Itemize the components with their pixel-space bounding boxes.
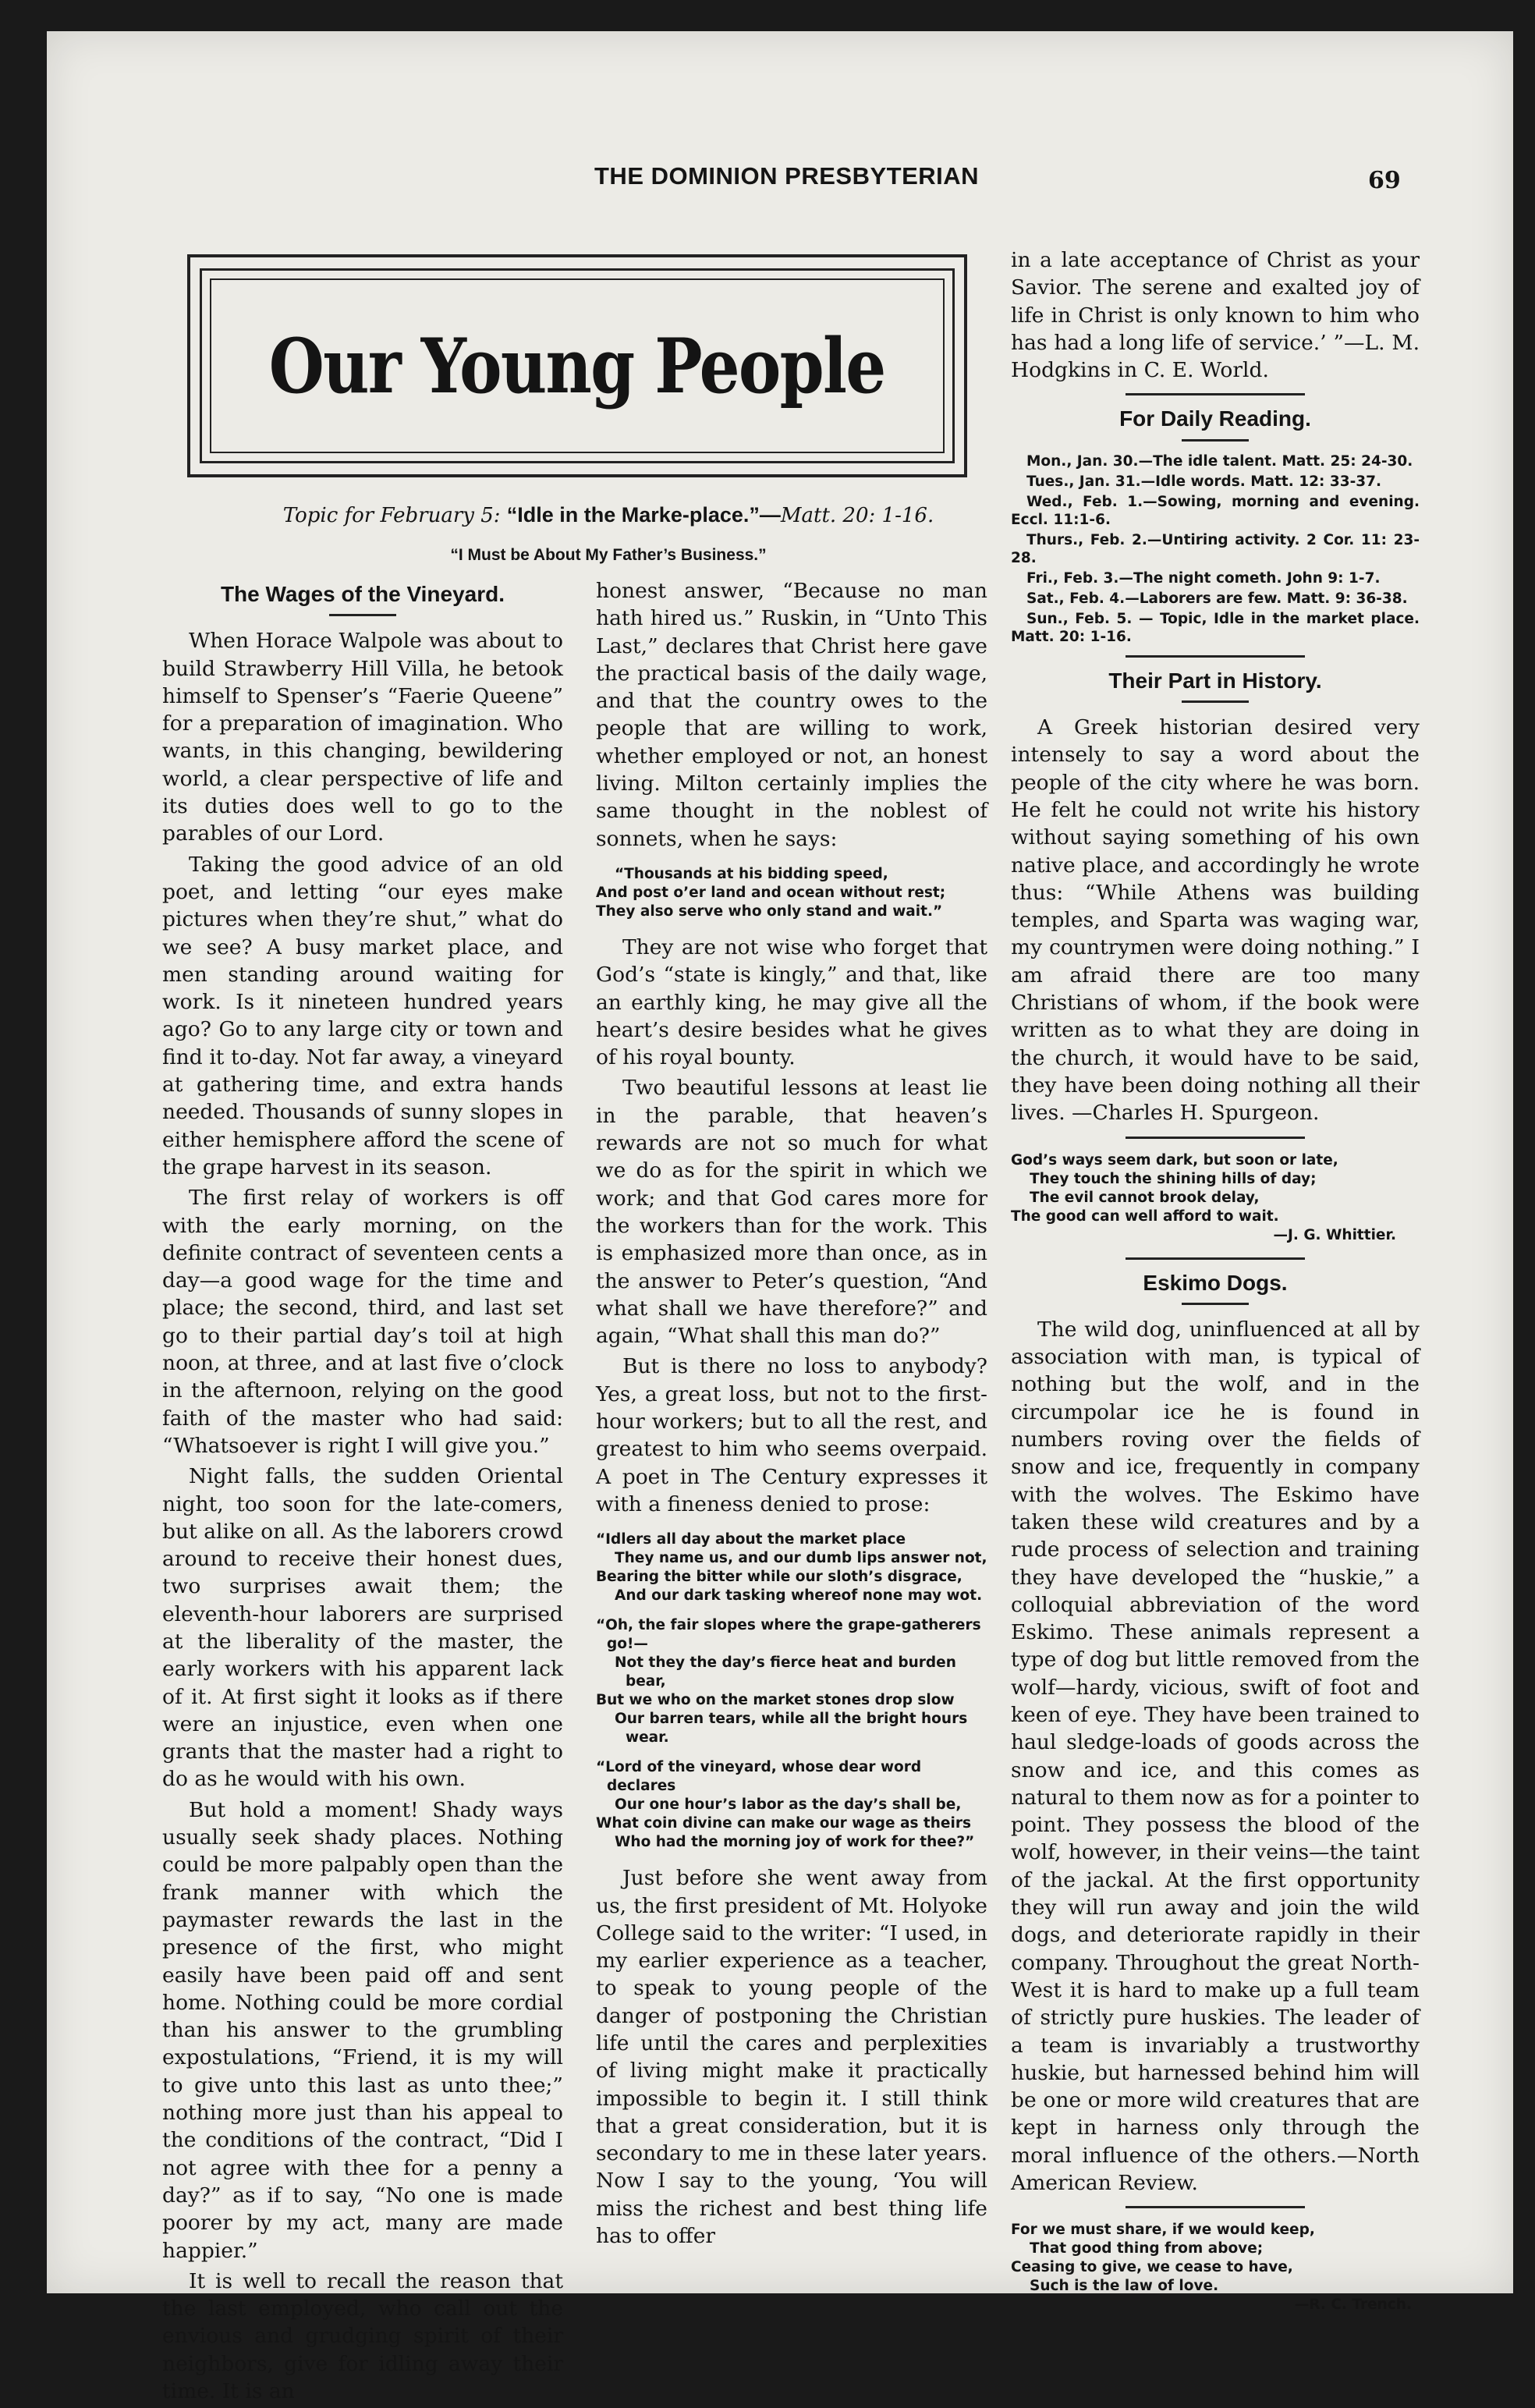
poem-line: Bearing the bitter while our sloth’s disgrace, xyxy=(596,1569,962,1586)
poem-line: What coin divine can make our wage as theirs xyxy=(596,1815,971,1832)
poem-line: And post o’er land and ocean without rest; xyxy=(596,884,946,901)
topic-line xyxy=(234,503,983,527)
paragraph: Just before she went away from us, the first president of Mt. Holyoke College said to the writer: “I used, in my earlier experience as a teacher, to speak to young people of the danger of postponing the Christian life until the cares and perplexities of living might make it practically impossible to begin it. I still think that a great consideration, but it is secondary to me in these later years. Now I say to the young, ‘You will miss the richest and best thing life has to offer xyxy=(596,1866,987,2249)
section-rule xyxy=(1126,393,1305,395)
column-2 xyxy=(596,577,987,2253)
paragraph: Two beautiful lessons at least lie in the parable, that heaven’s rewards are not so much for what we do as for the spirit in which we work; and that God cares more for the workers than for the work. This is emphasized more than once, as in the answer to Peter’s question, “And what shall we have therefore?” and again, “What shall this man do?” xyxy=(596,1076,987,1349)
reading-item: Thurs., Feb. 2.—Untiring activity. 2 Cor. 11: 23-28. xyxy=(1011,531,1420,566)
poem-line: And our dark tasking whereof none may wot. xyxy=(615,1587,983,1605)
poem-stanza xyxy=(596,1616,987,1747)
poem-line: “Thousands at his bidding speed, xyxy=(615,865,888,882)
poem-stanza xyxy=(596,1530,987,1605)
paragraph: The first relay of workers is off with the early morning, on the definite contract of seventeen cents a day—a good wage for the time and place; the second, third, and last set go to their partial day’s toil at high noon, at three, and at last five o’clock in the afternoon, relying on the good faith of the master who had said: “Whatsoever is right I will give you.” xyxy=(162,1186,563,1458)
poem-line: Not they the day’s fierce heat and burden bear, xyxy=(615,1654,956,1690)
banner-frame xyxy=(200,268,955,463)
poem-line: The good can well afford to wait. xyxy=(1011,1208,1279,1225)
poem-line: Our one hour’s labor as the day’s shall be, xyxy=(615,1796,962,1814)
reading-item: Tues., Jan. 31.—Idle words. Matt. 12: 33-37. xyxy=(1026,473,1382,490)
poem-line: They name us, and our dumb lips answer not, xyxy=(615,1550,987,1567)
paragraph: Night falls, the sudden Oriental night, too soon for the late-comers, but alike on all. As the laborers crowd around to receive their honest dues, two surprises await them; the eleventh-hour laborers are surprised at the liberality of the master, the early workers with his apparent lack of it. At first sight it looks as if there were an injustice, even when one grants that the master had a right to do as he would with his own. xyxy=(162,1464,563,1792)
banner-inner-frame xyxy=(210,278,945,453)
history-heading: Their Part in History. xyxy=(1108,668,1322,693)
reading-item: Sun., Feb. 5. — Topic, Idle in the market place. Matt. 20: 1-16. xyxy=(1011,610,1420,645)
section-rule xyxy=(1126,2206,1305,2208)
running-title: THE DOMINION PRESBYTERIAN xyxy=(594,162,980,190)
poem-line: They also serve who only stand and wait.” xyxy=(596,903,943,920)
poem-line: “Oh, the fair slopes where the grape-gatherers go!— xyxy=(596,1617,981,1653)
poem-century xyxy=(596,1530,987,1852)
poem-trench xyxy=(1011,2221,1420,2314)
section-rule xyxy=(1126,1257,1305,1260)
paragraph: The wild dog, uninfluenced at all by association with man, is typical of nothing but the wolf, and in the circumpolar ice he is found in numbers roving over the fields of snow and ice, frequently in company with the wolves. The Eskimo have taken these wild creatures and by a rude process of selection and training they have developed the “huskie,” a colloquial abbreviation of the word Eskimo. These animals represent a type of dog but little removed from the wolf—hardy, vicious, swift of foot and keen of eye. They have been trained to haul sledge-loads of goods across the snow and ice, and this comes as natural to them now as for a pointer to point. They possess the blood of the wolf, however, in their veins—the taint of the jackal. At the first opportunity they will run away and join the wild dogs, and deteriorate rapidly in their company. Throughout the great North-West it is hard to make up a full team of strictly pure huskies. The leader of a team is invariably a trustworthy huskie, but harnessed behind him will be one or more wild creatures that are kept in harness only through the moral influence of the others.—North American Review. xyxy=(1011,1317,1420,2196)
banner-title: Our Young People xyxy=(269,321,885,410)
poem-milton xyxy=(596,865,987,921)
heading-rule xyxy=(1182,439,1249,442)
poem-whittier xyxy=(1011,1151,1420,1245)
paragraph: It is well to recall the reason that the last employed, who call out the envious and grudging spirit of their neighbors, give for idling away their time. It is an xyxy=(162,2268,563,2403)
topic-label: Topic for February 5: xyxy=(282,504,501,527)
paragraph: Taking the good advice of an old poet, and letting “our eyes make pictures when they’re shut,” what do we see? A busy market place, and men standing around waiting for work. Is it nineteen hundred years ago? Go to any large city or town and find it to-day. Not far away, a vineyard at gathering time, and extra hands needed. Thousands of sunny slopes in either hemisphere afford the scene of the grape harvest in its season. xyxy=(162,852,563,1179)
poem-line: Our barren tears, while all the bright hours wear. xyxy=(615,1711,968,1747)
paragraph: in a late acceptance of Christ as your Savior. The serene and exalted joy of life in Christ is only known to him who has had a long life of service.’ ”—L. M. Hodgkins in C. E. World. xyxy=(1011,248,1420,383)
reading-item: Fri., Feb. 3.—The night cometh. John 9: 1-7. xyxy=(1026,569,1381,587)
poem-attribution: —R. C. Trench. xyxy=(1294,2296,1412,2314)
poem-line: “Idlers all day about the market place xyxy=(596,1531,906,1548)
poem-line: For we must share, if we would keep, xyxy=(1011,2222,1315,2239)
poem-line: They touch the shining hills of day; xyxy=(1030,1170,1317,1187)
poem-line: But we who on the market stones drop slow xyxy=(596,1692,955,1709)
poem-attribution: —J. G. Whittier. xyxy=(1273,1226,1396,1243)
poem-line: Ceasing to give, we cease to have, xyxy=(1011,2259,1293,2276)
poem-line: Who had the morning joy of work for thee?” xyxy=(615,1834,975,1851)
poem-line: The evil cannot brook delay, xyxy=(1030,1189,1260,1206)
motto: “I Must be About My Father’s Business.” xyxy=(450,546,767,564)
reading-item: Sat., Feb. 4.—Laborers are few. Matt. 9: 36-38. xyxy=(1026,590,1408,607)
section-rule xyxy=(1126,1137,1305,1139)
heading-rule xyxy=(1182,700,1249,703)
page-number: 69 xyxy=(1368,167,1401,194)
column-3 xyxy=(1011,246,1420,2327)
topic-title: “Idle in the Marke‑place.”— xyxy=(506,503,781,527)
topic-reference: Matt. 20: 1‑16. xyxy=(780,504,934,527)
reading-heading: For Daily Reading. xyxy=(1119,406,1311,431)
section-banner xyxy=(187,254,967,477)
paragraph: A Greek historian desired very intensely to say a word about the people of the city where he was born. He felt he could not write his history without saying something of his own native place, and accordingly he wrote thus: “While Athens was building temples, and Sparta was waging war, my countrymen were doing nothing.” I am afraid there are too many Christians of whom, if the book were written as to what they are doing in the church, it would have to be said, they have been doing nothing all their lives. —Charles H. Spurgeon. xyxy=(1011,715,1420,1126)
reading-item: Mon., Jan. 30.—The idle talent. Matt. 25: 24-30. xyxy=(1026,452,1413,470)
paragraph: honest answer, “Because no man hath hired us.” Ruskin, in “Unto This Last,” declares that Christ here gave the practical basis of the daily wage, and that the country owes to the people that are willing to work, whether employed or not, an honest living. Milton certainly implies the same thought in the noblest of sonnets, when he says: xyxy=(596,579,987,851)
poem-line: “Lord of the vineyard, whose dear word declares xyxy=(596,1759,922,1795)
article-heading: The Wages of the Vineyard. xyxy=(220,582,505,606)
daily-reading-list xyxy=(1011,452,1420,646)
poem-line: Such is the law of love. xyxy=(1030,2278,1219,2295)
reading-item: Wed., Feb. 1.—Sowing, morning and evening. Eccl. 11:1-6. xyxy=(1011,493,1420,528)
paragraph: When Horace Walpole was about to build Strawberry Hill Villa, he betook himself to Spenser’s “Faerie Queene” for a preparation of imagination. Who wants, in this changing, bewildering world, a clear perspective of life and its duties does well to go to the parables of our Lord. xyxy=(162,629,563,846)
paragraph: But hold a moment! Shady ways usually seek shady places. Nothing could be more palpably open than the frank manner with which the paymaster rewards the last in the presence of the first, who might easily have been paid off and sent home. Nothing could be more cordial than his answer to the grumbling expostulations, “Friend, it is my will to give unto this last as unto thee;” nothing more just than his appeal to the conditions of the contract, “Did I not agree with thee for a penny a day?” as if to say, “No one is made poorer by my act, many are made happier.” xyxy=(162,1797,563,2263)
heading-rule xyxy=(1182,1303,1249,1305)
column-1 xyxy=(162,577,563,2408)
heading-rule xyxy=(329,614,396,616)
poem-line: God’s ways seem dark, but soon or late, xyxy=(1011,1151,1338,1169)
poem-stanza xyxy=(596,1758,987,1852)
paragraph: They are not wise who forget that God’s “state is kingly,” and that, like an earthly king, he may give all the heart’s desire besides what he gives of his royal bounty. xyxy=(596,934,987,1070)
paragraph: But is there no loss to anybody? Yes, a great loss, but not to the first-hour workers; but to all the rest, and greatest to him who seems overpaid. A poet in The Century expresses it with a fineness denied to prose: xyxy=(596,1354,987,1516)
section-rule xyxy=(1126,655,1305,658)
poem-line: That good thing from above; xyxy=(1030,2240,1264,2257)
dogs-heading: Eskimo Dogs. xyxy=(1143,1270,1288,1295)
